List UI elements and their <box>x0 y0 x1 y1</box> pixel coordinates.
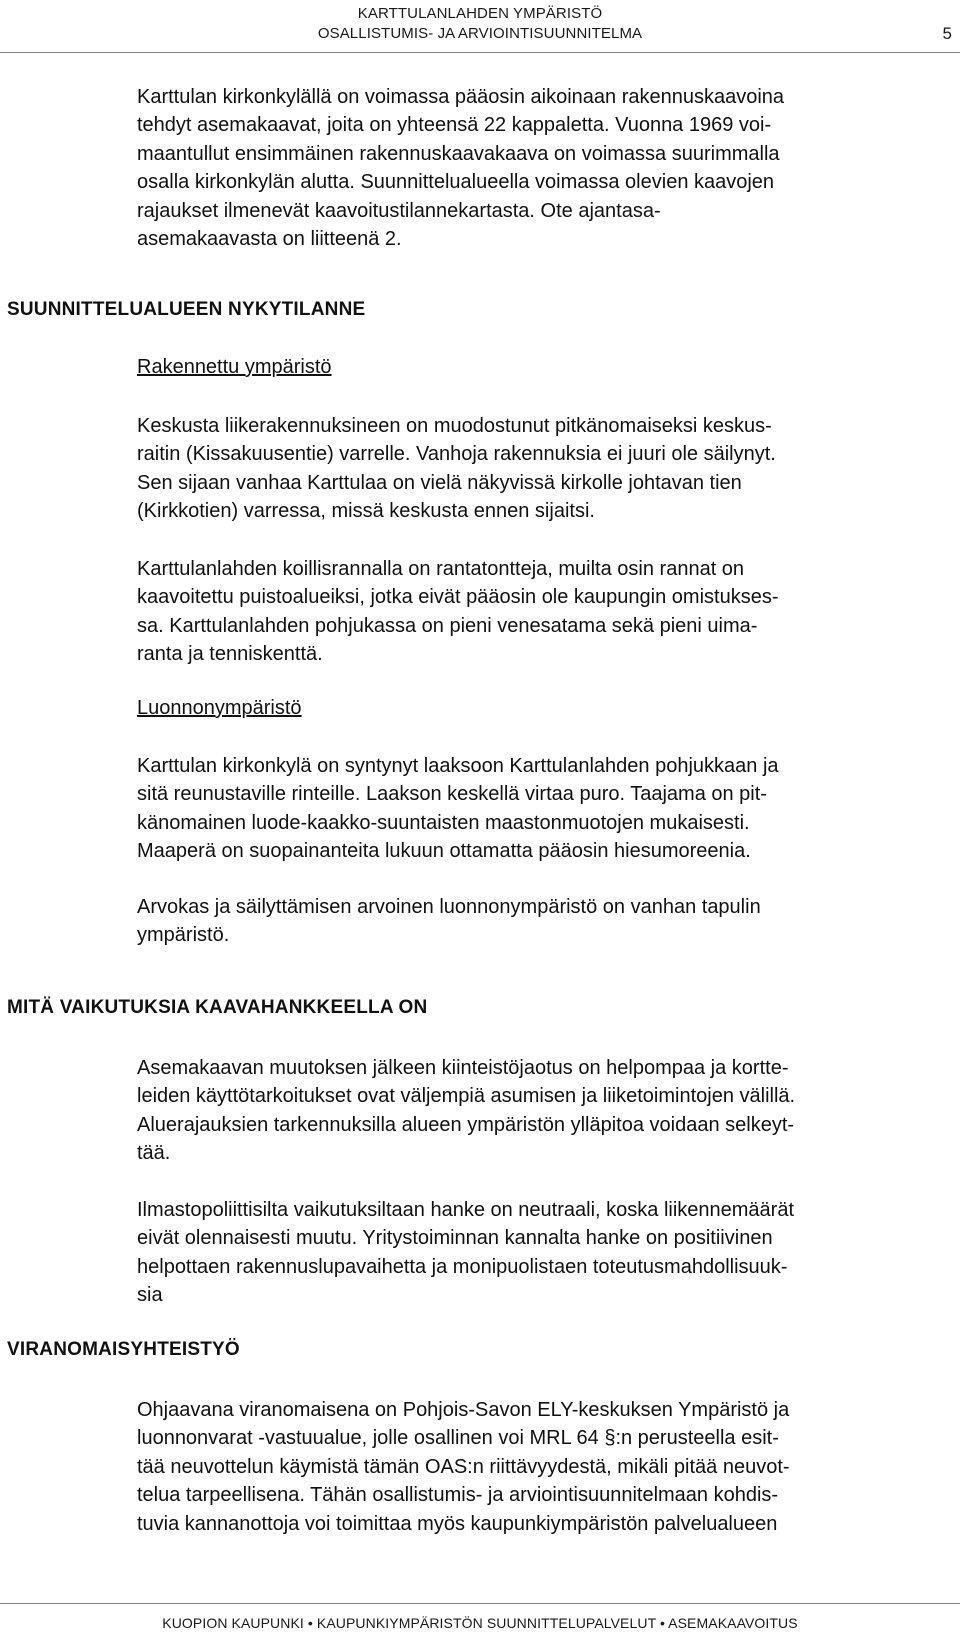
text-line: maantullut ensimmäinen rakennuskaavakaava on voimassa suurimmalla <box>137 142 780 165</box>
section-heading-authorities: VIRANOMAISYHTEISTYÖ <box>7 1339 240 1360</box>
built-environment-paragraph-1 <box>137 412 959 526</box>
text-line: asemakaavasta on liitteenä 2. <box>137 228 402 251</box>
footer-text: KUOPION KAUPUNKI • KAUPUNKIYMPÄRISTÖN SUUNNITTELUPALVELUT • ASEMAKAAVOITUS <box>162 1615 798 1631</box>
text-line: Asemakaavan muutoksen jälkeen kiinteistöjaotus on helpompaa ja kortte- <box>137 1057 789 1079</box>
text-line: tuvia kannanottoja voi toimittaa myös kaupunkiympäristön palvelualueen <box>137 1512 778 1535</box>
text-line: tää. <box>137 1142 171 1165</box>
text-line: Maaperä on suopainanteita lukuun ottamatta pääosin hiesumoreenia. <box>137 840 751 863</box>
subheading-built-environment: Rakennettu ympäristö <box>137 356 332 378</box>
page-number: 5 <box>942 24 952 43</box>
text-line: telua tarpeellisena. Tähän osallistumis- ja arviointisuunnitelmaan kohdis- <box>137 1484 779 1507</box>
built-environment-paragraph-2 <box>137 555 959 669</box>
text-line: ranta ja tenniskenttä. <box>137 643 323 666</box>
authorities-paragraph-1 <box>137 1396 959 1538</box>
text-line: Keskusta liikerakennuksineen on muodostunut pitkänomaiseksi keskus- <box>137 415 772 437</box>
natural-environment-paragraph-1 <box>137 752 959 866</box>
text-line: (Kirkkotien) varressa, missä keskusta ennen sijaitsi. <box>137 500 595 523</box>
text-line: leiden käyttötarkoitukset ovat väljempiä asumisen ja liiketoimintojen välillä. <box>137 1085 796 1108</box>
section-heading-current-state: SUUNNITTELUALUEEN NYKYTILANNE <box>7 299 366 320</box>
section-heading-impacts: MITÄ VAIKUTUKSIA KAAVAHANKKEELLA ON <box>7 997 428 1018</box>
text-line: Aluerajauksien tarkennuksilla alueen ympäristön ylläpitoa voidaan selkeyt- <box>137 1113 795 1136</box>
text-line: sia <box>137 1284 163 1307</box>
intro-paragraph <box>137 83 959 253</box>
text-line: Sen sijaan vanhaa Karttulaa on vielä näkyvissä kirkolle johtavan tien <box>137 471 742 494</box>
text-line: sa. Karttulanlahden pohjukassa on pieni venesatama sekä pieni uima- <box>137 614 758 637</box>
page-footer <box>0 1603 960 1638</box>
text-line: Karttulanlahden koillisrannalla on rantatontteja, muilta osin rannat on <box>137 558 745 580</box>
text-line: Karttulan kirkonkylä on syntynyt laaksoon Karttulanlahden pohjukkaan ja <box>137 755 779 777</box>
text-line: Karttulan kirkonkylällä on voimassa pääosin aikoinaan rakennuskaavoina <box>137 86 785 108</box>
text-line: raitin (Kissakuusentie) varrelle. Vanhoja rakennuksia ei juuri ole säilynyt. <box>137 443 776 466</box>
text-line: ympäristö. <box>137 924 230 947</box>
text-line: kaavoitettu puistoalueiksi, jotka eivät pääosin ole kaupungin omistukses- <box>137 586 779 609</box>
text-line: sitä reunustaville rinteille. Laakson keskellä virtaa puro. Taajama on pit- <box>137 783 767 806</box>
text-line: Ohjaavana viranomaisena on Pohjois-Savon ELY-keskuksen Ympäristö ja <box>137 1399 790 1421</box>
text-line: tää neuvottelun käymistä tämän OAS:n riittävyydestä, mikäli pitää neuvot- <box>137 1455 790 1478</box>
page-header <box>0 0 960 53</box>
text-line: Arvokas ja säilyttämisen arvoinen luonnonympäristö on vanhan tapulin <box>137 896 761 918</box>
text-line: känomainen luode-kaakko-suuntaisten maastonmuotojen mukaisesti. <box>137 811 750 834</box>
text-line: rajaukset ilmenevät kaavoitustilannekartasta. Ote ajantasa- <box>137 199 661 222</box>
impacts-paragraph-1 <box>137 1054 959 1168</box>
natural-environment-paragraph-2 <box>137 893 959 950</box>
text-line: osalla kirkonkylän alutta. Suunnittelualueella voimassa olevien kaavojen <box>137 171 775 194</box>
text-line: luonnonvarat -vastuualue, jolle osallinen voi MRL 64 §:n perusteella esit- <box>137 1427 779 1450</box>
text-line: tehdyt asemakaavat, joita on yhteensä 22 kappaletta. Vuonna 1969 voi- <box>137 114 772 137</box>
text-line: Ilmastopoliittisilta vaikutuksiltaan hanke on neutraali, koska liikennemäärät <box>137 1199 795 1221</box>
text-line: eivät olennaisesti muutu. Yritystoiminnan kannalta hanke on positiivinen <box>137 1227 773 1250</box>
subheading-natural-environment: Luonnonympäristö <box>137 697 302 719</box>
text-line: helpottaen rakennuslupavaihetta ja monipuolistaen toteutusmahdollisuuk- <box>137 1255 788 1278</box>
impacts-paragraph-2 <box>137 1196 959 1310</box>
header-title: KARTTULANLAHDEN YMPÄRISTÖ <box>357 5 603 22</box>
header-subtitle: OSALLISTUMIS- JA ARVIOINTISUUNNITELMA <box>317 25 643 42</box>
